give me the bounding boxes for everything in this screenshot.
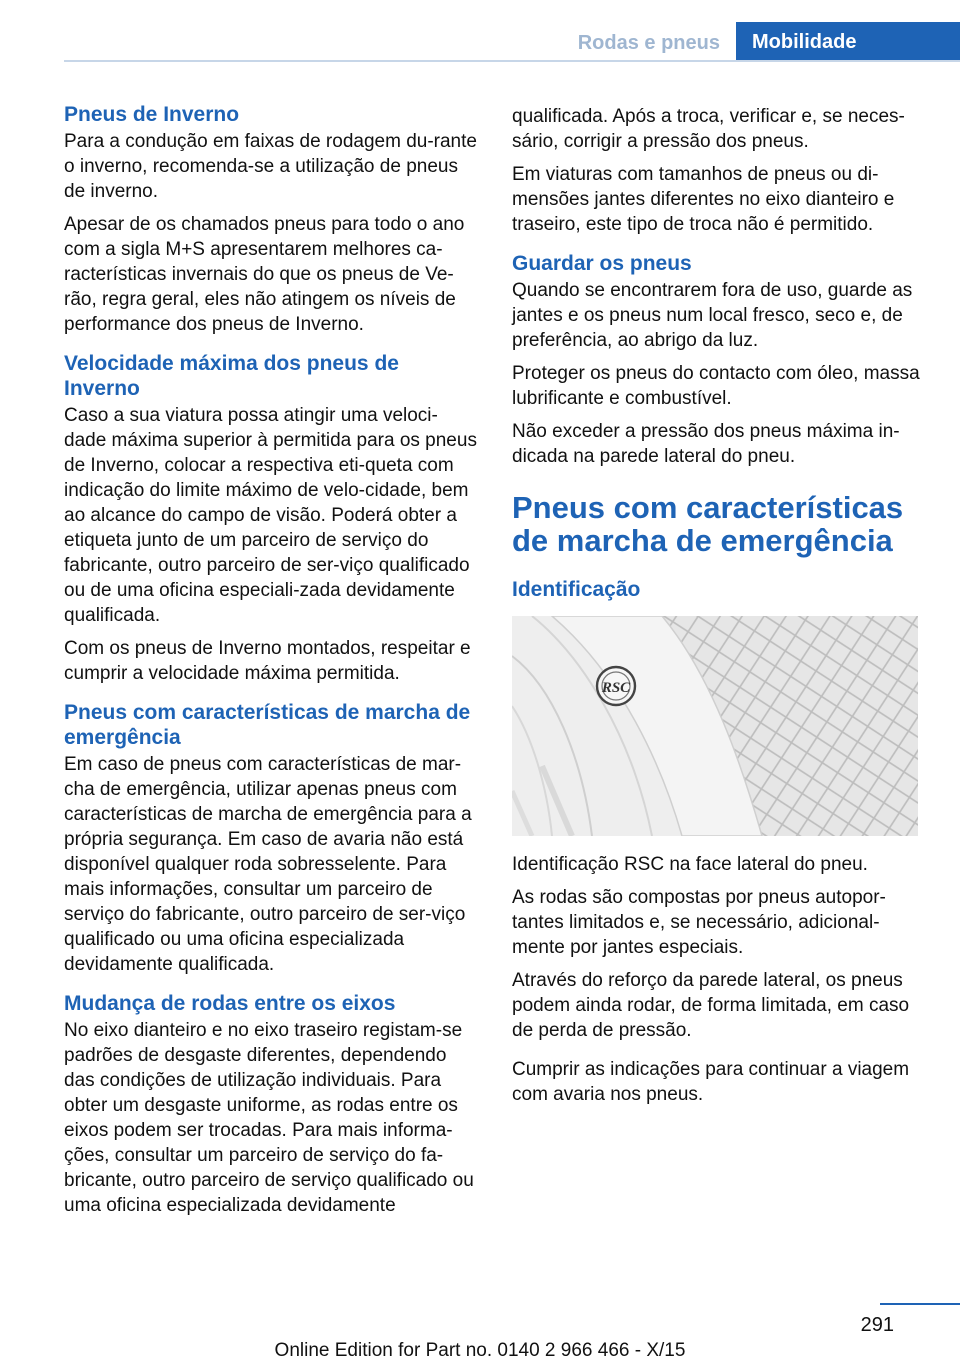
paragraph: qualificada. Após a troca, verificar e, se neces‐sário, corrigir a pressão dos pneus. — [512, 106, 905, 152]
edition-watermark: Online Edition for Part no. 0140 2 966 466 - X/15 — [274, 1340, 686, 1361]
chapter-tab[interactable]: Mobilidade — [736, 22, 960, 62]
paragraph: Caso a sua viatura possa atingir uma veloci‐dade máxima superior à permitida para os pneus de Inverno, colocar a respectiva eti‐queta com indicação do limite máximo de velo‐cidade, bem ao alcance do campo de visão. Poderá obter a etiqueta junto de um parceiro de serviço do fabricante, outro parceiro de ser‐viço qualificado ou de uma oficina especiali‐zada devidamente qualificada. — [64, 405, 477, 626]
footer-divider — [880, 1303, 960, 1305]
paragraph: No eixo dianteiro e no eixo traseiro registam-se padrões de desgaste diferentes, dependendo das condições de utilização individuais. Para obter um desgaste uniforme, as rodas entre os eixos podem ser trocadas. Para mais informa‐ções, consultar um parceiro de serviço do fa‐bricante, outro parceiro de serviço qualificado ou uma oficina especializada devidamente — [64, 1020, 474, 1216]
paragraph: Em caso de pneus com características de mar‐cha de emergência, utilizar apenas pneus com características de marcha de emergência para a própria segurança. Em caso de avaria não está disponível qualquer roda sobresselente. Para mais informações, consultar um parceiro de serviço do fabricante, outro parceiro de ser‐viço qualificado ou uma oficina especializada devidamente qualificada. — [64, 754, 472, 975]
paragraph: Não exceder a pressão dos pneus máxima in‐dicada na parede lateral do pneu. — [512, 421, 900, 467]
heading-rsc-section: Pneus com características de marcha de emergência — [512, 490, 904, 558]
heading-runflat: Pneus com características de marcha de emergência — [64, 701, 471, 749]
heading-winter-tires: Pneus de Inverno — [64, 103, 240, 126]
paragraph: Cumprir as indicações para continuar a viagem com avaria nos pneus. — [512, 1059, 910, 1105]
paragraph: Quando se encontrarem fora de uso, guarde as jantes e os pneus num local fresco, seco e, de preferência, ao abrigo da luz. — [512, 280, 913, 351]
page-header — [0, 0, 960, 62]
paragraph: Apesar de os chamados pneus para todo o ano com a sigla M+S apresentarem melhores ca‐racterísticas invernais do que os pneus de Ve‐rão, regra geral, eles não atingem os níveis de performance dos pneus de Inverno. — [64, 214, 465, 335]
rsc-emblem-label: RSC — [601, 680, 631, 696]
paragraph: Proteger os pneus do contacto com óleo, massa lubrificante e combustível. — [512, 363, 920, 409]
heading-rotation: Mudança de rodas entre os eixos — [64, 992, 396, 1015]
figure-caption: Identificação RSC na face lateral do pneu. — [512, 854, 868, 875]
paragraph: Para a condução em faixas de rodagem du‐rante o inverno, recomenda-se a utilização de pneus de inverno. — [64, 131, 477, 202]
paragraph: Em viaturas com tamanhos de pneus ou di‐mensões jantes diferentes no eixo dianteiro e traseiro, este tipo de troca não é permitido. — [512, 164, 895, 235]
left-column — [64, 102, 480, 1226]
heading-storage: Guardar os pneus — [512, 252, 692, 275]
paragraph: Através do reforço da parede lateral, os pneus podem ainda rodar, de forma limitada, em caso de perda de pressão. — [512, 970, 910, 1041]
paragraph: Com os pneus de Inverno montados, respeitar e cumprir a velocidade máxima permitida. — [64, 638, 471, 684]
rsc-emblem-icon — [597, 667, 635, 705]
rsc-tire-illustration — [512, 616, 918, 836]
right-column — [512, 102, 928, 1115]
heading-identification: Identificação — [512, 578, 641, 601]
section-tab[interactable]: Rodas e pneus — [577, 32, 720, 54]
paragraph: As rodas são compostas por pneus autopor‐tantes limitados e, se necessário, adicional‐mente por jantes especiais. — [512, 887, 886, 958]
header-divider — [64, 60, 960, 62]
heading-max-speed: Velocidade máxima dos pneus de Inverno — [64, 352, 399, 400]
page-number: 291 — [860, 1314, 894, 1336]
